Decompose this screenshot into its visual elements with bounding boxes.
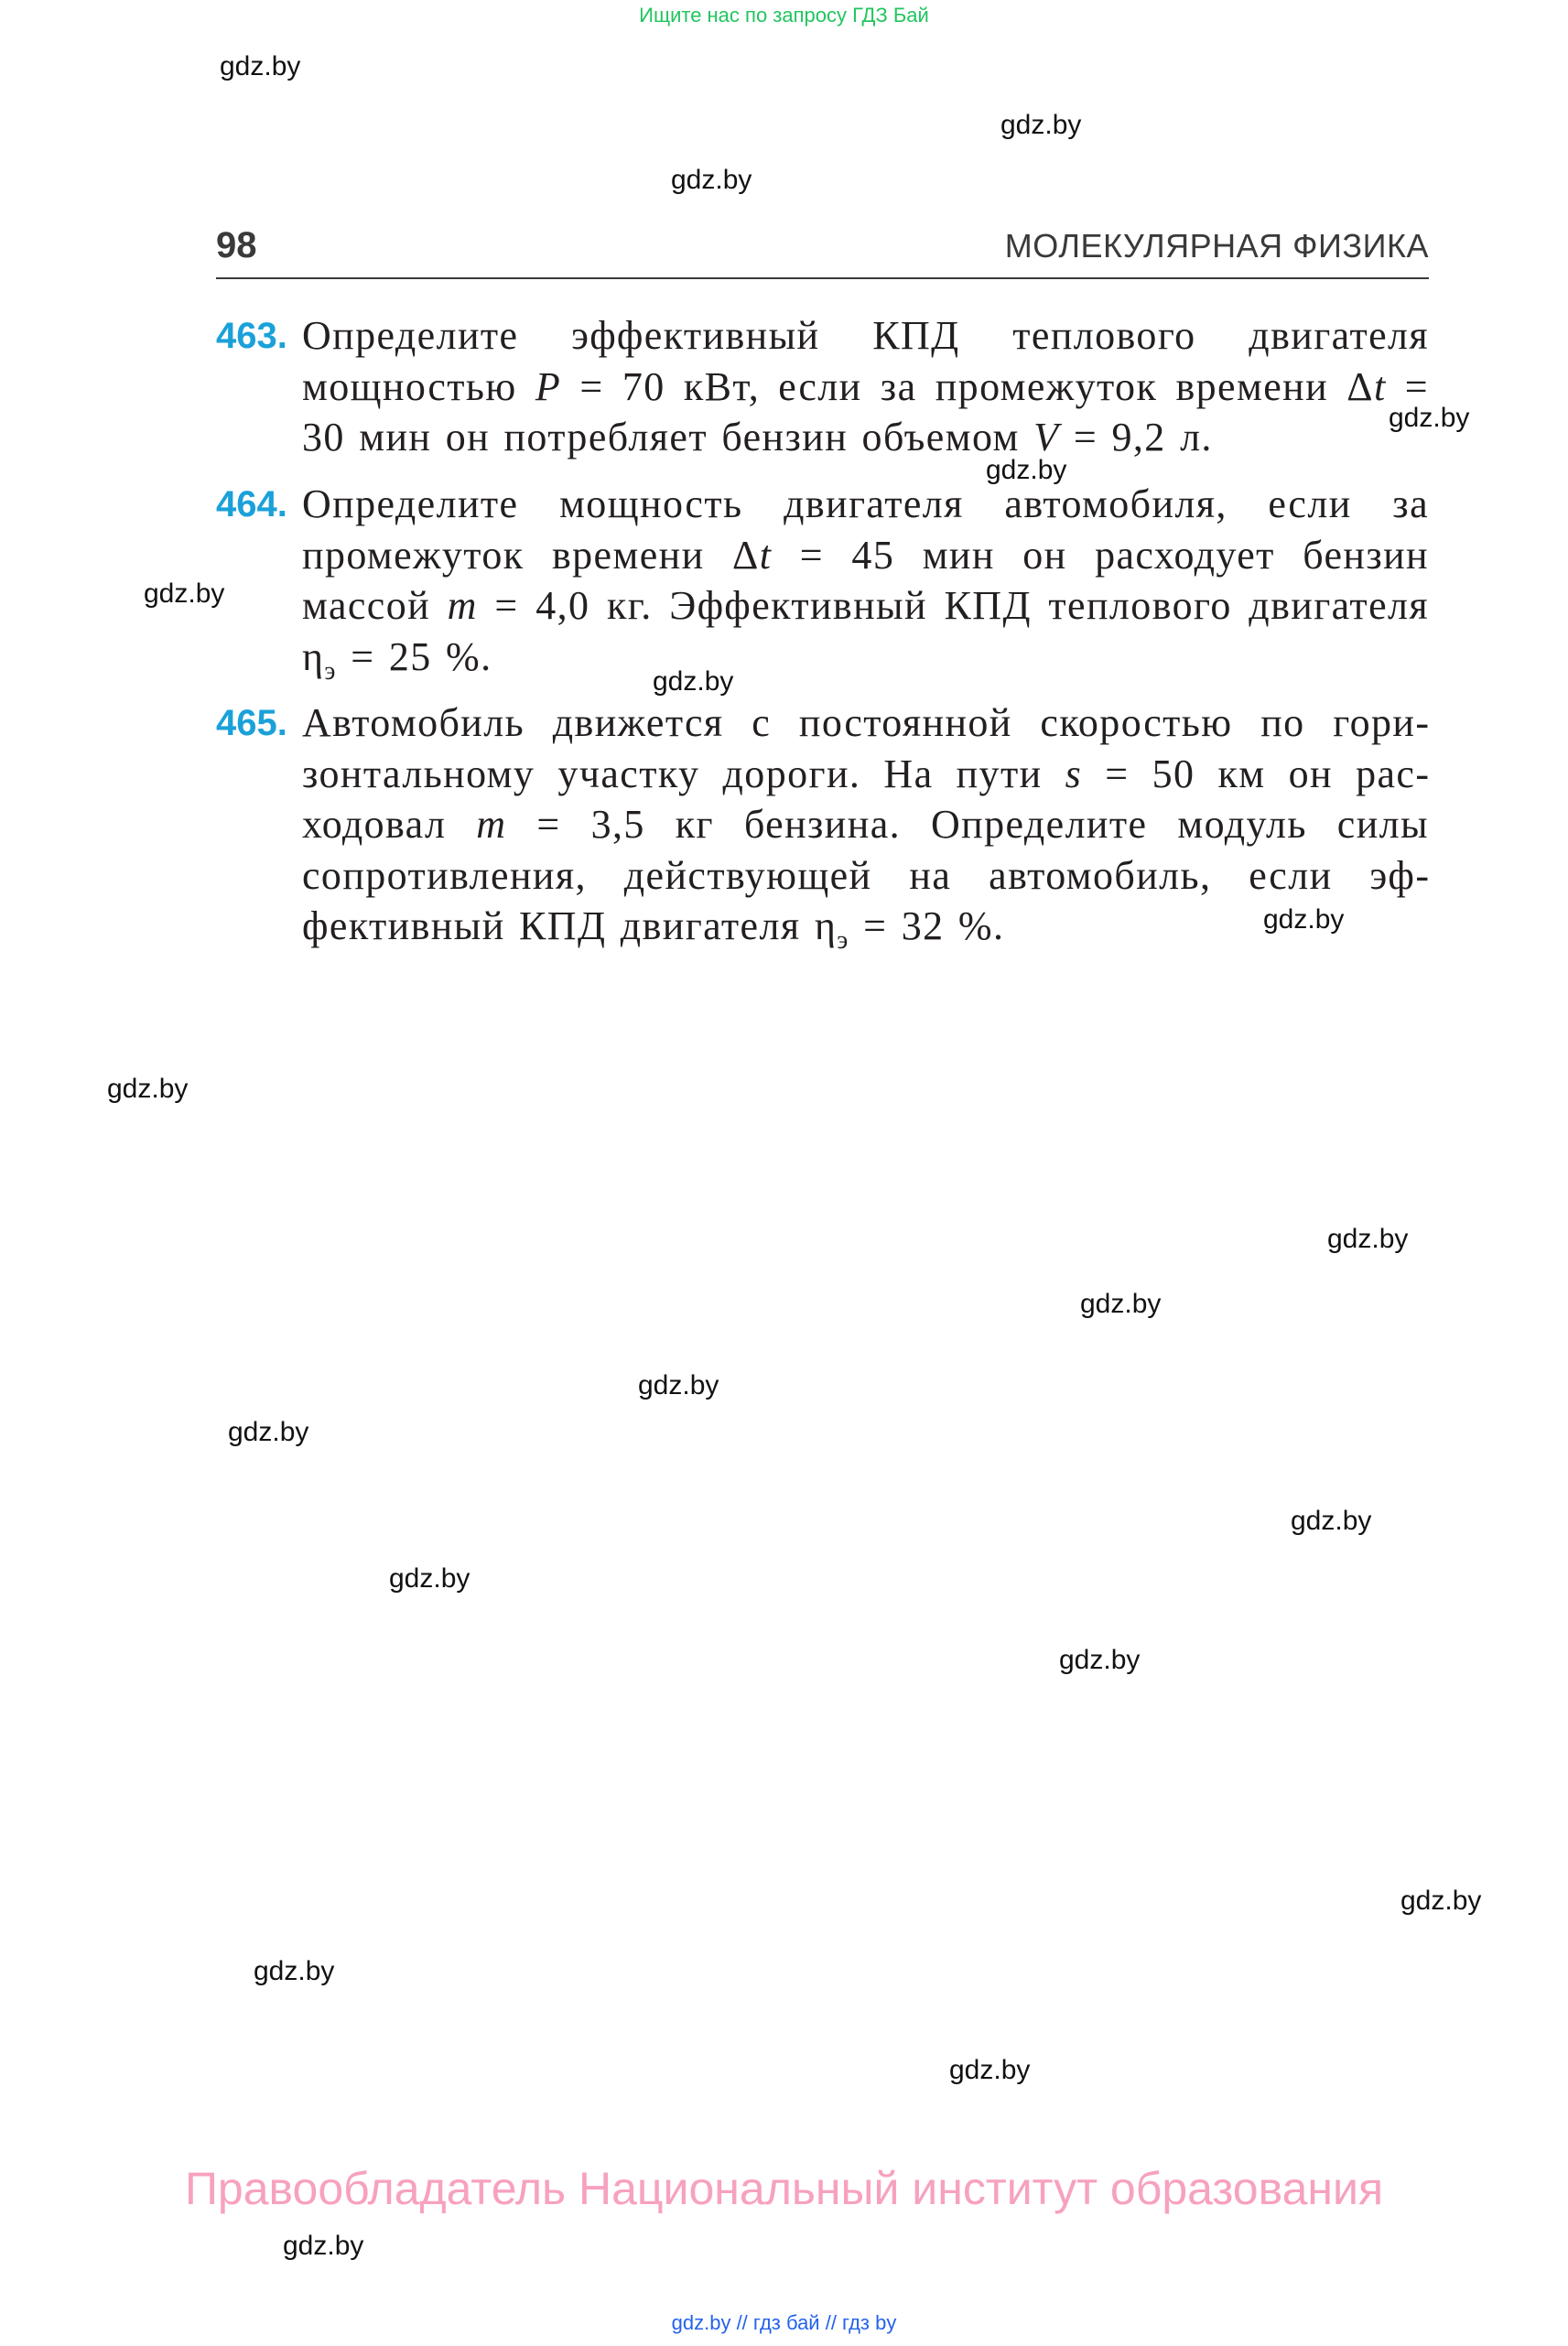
problem-number: 465. — [216, 703, 287, 743]
watermark: gdz.by — [144, 578, 225, 609]
section-title: МОЛЕКУЛЯРНАЯ ФИЗИКА — [1004, 227, 1429, 265]
watermark: gdz.by — [949, 2055, 1031, 2085]
footer-links[interactable]: gdz.by // гдз бай // гдз by — [671, 2311, 897, 2334]
watermark: gdz.by — [1000, 110, 1082, 140]
problem-463 — [216, 310, 1429, 463]
problem-text: Автомобиль движется с постоянной скоростью по горизонтальному участку дороги. На пути s = 50 км он расходовал m = 3,5 кг бензина. Определите модуль силы сопротивления, действующей на автомобиль, если эффективный КПД двигателя $\eta_э = 32$ %. — [302, 700, 1430, 955]
watermark: gdz.by — [228, 1417, 309, 1447]
problem-number: 463. — [216, 316, 287, 356]
problem-number: 464. — [216, 484, 287, 524]
watermark: gdz.by — [1080, 1289, 1162, 1319]
problem-text: Определите эффективный КПД теплового двигателя мощностью P = 70 кВт, если за промежуток времени Δt = 30 мин он потребляет бензин объемом V = 9,2 л. — [302, 313, 1429, 459]
watermark: gdz.by — [389, 1563, 470, 1594]
watermark: gdz.by — [1400, 1886, 1482, 1916]
watermark: gdz.by — [1059, 1645, 1141, 1675]
watermark: gdz.by — [638, 1370, 719, 1400]
watermark: gdz.by — [220, 51, 301, 81]
watermark: gdz.by — [1263, 904, 1345, 935]
watermark: gdz.by — [107, 1074, 189, 1104]
top-search-banner[interactable]: Ищите нас по запросу ГДЗ Бай — [639, 4, 929, 27]
problem-464 — [216, 479, 1429, 686]
watermark: gdz.by — [1389, 403, 1470, 433]
copyright-notice: Правообладатель Национальный институт образования — [184, 2163, 1384, 2214]
watermark: gdz.by — [653, 666, 734, 697]
watermark: gdz.by — [986, 455, 1067, 485]
header-rule — [216, 277, 1429, 279]
watermark: gdz.by — [283, 2231, 364, 2261]
watermark: gdz.by — [1291, 1506, 1372, 1536]
watermark: gdz.by — [254, 1956, 335, 1986]
problem-text: Определите мощность двигателя автомобиля, если за промежуток времени Δt = 45 мин он расходует бензин массой m = 4,0 кг. Эффективный КПД теплового двигателя $\eta_э = 25$ %. — [302, 481, 1429, 686]
watermark: gdz.by — [671, 165, 752, 195]
watermark: gdz.by — [1327, 1224, 1409, 1254]
problem-465 — [216, 697, 1430, 955]
page-number: 98 — [216, 225, 257, 265]
